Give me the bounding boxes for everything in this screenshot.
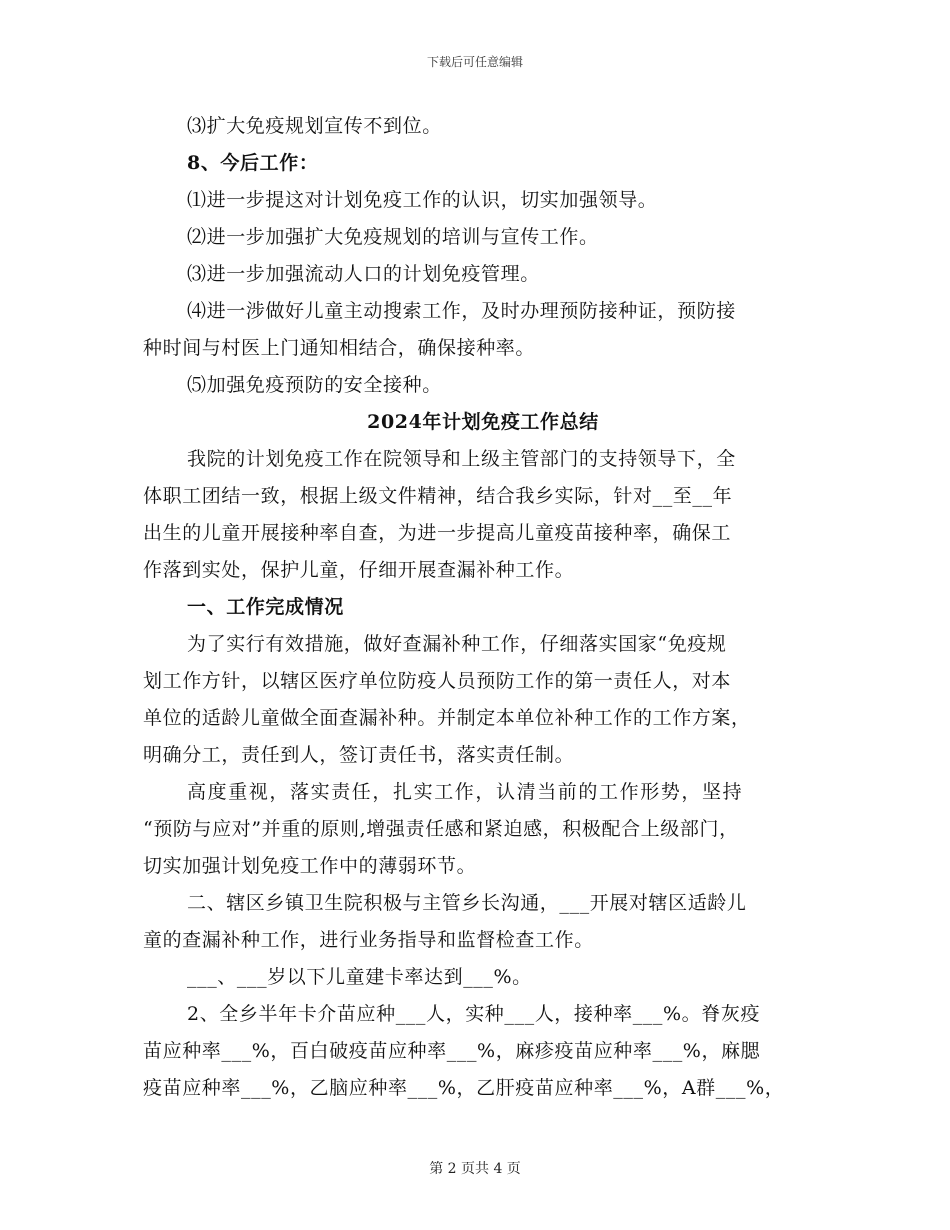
text-line: 疫苗应种率___%，乙脑应种率___%，乙肝疫苗应种率___%，A群___%， bbox=[143, 1077, 785, 1099]
text-line: ⑸加强免疫预防的安全接种。 bbox=[187, 374, 442, 396]
page-header: 下载后可任意编辑 bbox=[426, 55, 523, 69]
text-line: 二、辖区乡镇卫生院积极与主管乡长沟通，___开展对辖区适龄儿 bbox=[187, 892, 747, 914]
text-line: 作落到实处，保护儿童，仔细开展查漏补种工作。 bbox=[143, 559, 575, 581]
text-line: ___、___岁以下儿童建卡率达到___%。 bbox=[187, 966, 532, 988]
section-title: 2024年计划免疫工作总结 bbox=[367, 411, 599, 433]
text-line: ⑶扩大免疫规划宣传不到位。 bbox=[187, 115, 442, 137]
text-line: ⑵进一步加强扩大免疫规划的培训与宣传工作。 bbox=[187, 226, 599, 248]
text-line: ⑶进一步加强流动人口的计划免疫管理。 bbox=[187, 263, 540, 285]
text-line: 2、全乡半年卡介苗应种___人，实种___人，接种率___%。脊灰疫 bbox=[187, 1003, 761, 1025]
text-line: 童的查漏补种工作，进行业务指导和监督检查工作。 bbox=[143, 929, 594, 951]
document-body bbox=[143, 108, 823, 1107]
text-line: 体职工团结一致，根据上级文件精神，结合我乡实际，针对__至__年 bbox=[143, 485, 733, 507]
text-line: ⑴进一步提这对计划免疫工作的认识，切实加强领导。 bbox=[187, 189, 658, 211]
text-line: 出生的儿童开展接种率自查，为进一步提高儿童疫苗接种率，确保工 bbox=[143, 522, 732, 544]
text-line: “预防与应对”并重的原则,增强责任感和紧迫感，积极配合上级部门， bbox=[143, 818, 739, 840]
text-line: 8、今后工作： bbox=[187, 152, 319, 174]
text-line: ⑷进一涉做好儿童主动搜索工作，及时办理预防接种证，预防接 bbox=[187, 300, 736, 322]
page-number: 第 2 页共 4 页 bbox=[429, 1161, 521, 1177]
text-line: 高度重视，落实责任，扎实工作，认清当前的工作形势，坚持 bbox=[187, 781, 744, 803]
text-line: 为了实行有效措施，做好查漏补种工作，仔细落实国家“免疫规 bbox=[187, 633, 727, 655]
text-line: 划工作方针，以辖区医疗单位防疫人员预防工作的第一责任人，对本 bbox=[143, 670, 732, 692]
text-line: 单位的适龄儿童做全面查漏补种。并制定本单位补种工作的工作方案， bbox=[143, 707, 751, 729]
text-line: 种时间与村医上门通知相结合，确保接种率。 bbox=[143, 337, 536, 359]
text-line: 我院的计划免疫工作在院领导和上级主管部门的支持领导下，全 bbox=[187, 448, 736, 470]
text-line: 苗应种率___%，百白破疫苗应种率___%，麻疹疫苗应种率___%，麻腮 bbox=[143, 1040, 761, 1062]
text-line: 切实加强计划免疫工作中的薄弱环节。 bbox=[143, 855, 477, 877]
subsection-heading: 一、工作完成情况 bbox=[187, 596, 344, 618]
text-line: 明确分工，责任到人，签订责任书，落实责任制。 bbox=[143, 744, 575, 766]
